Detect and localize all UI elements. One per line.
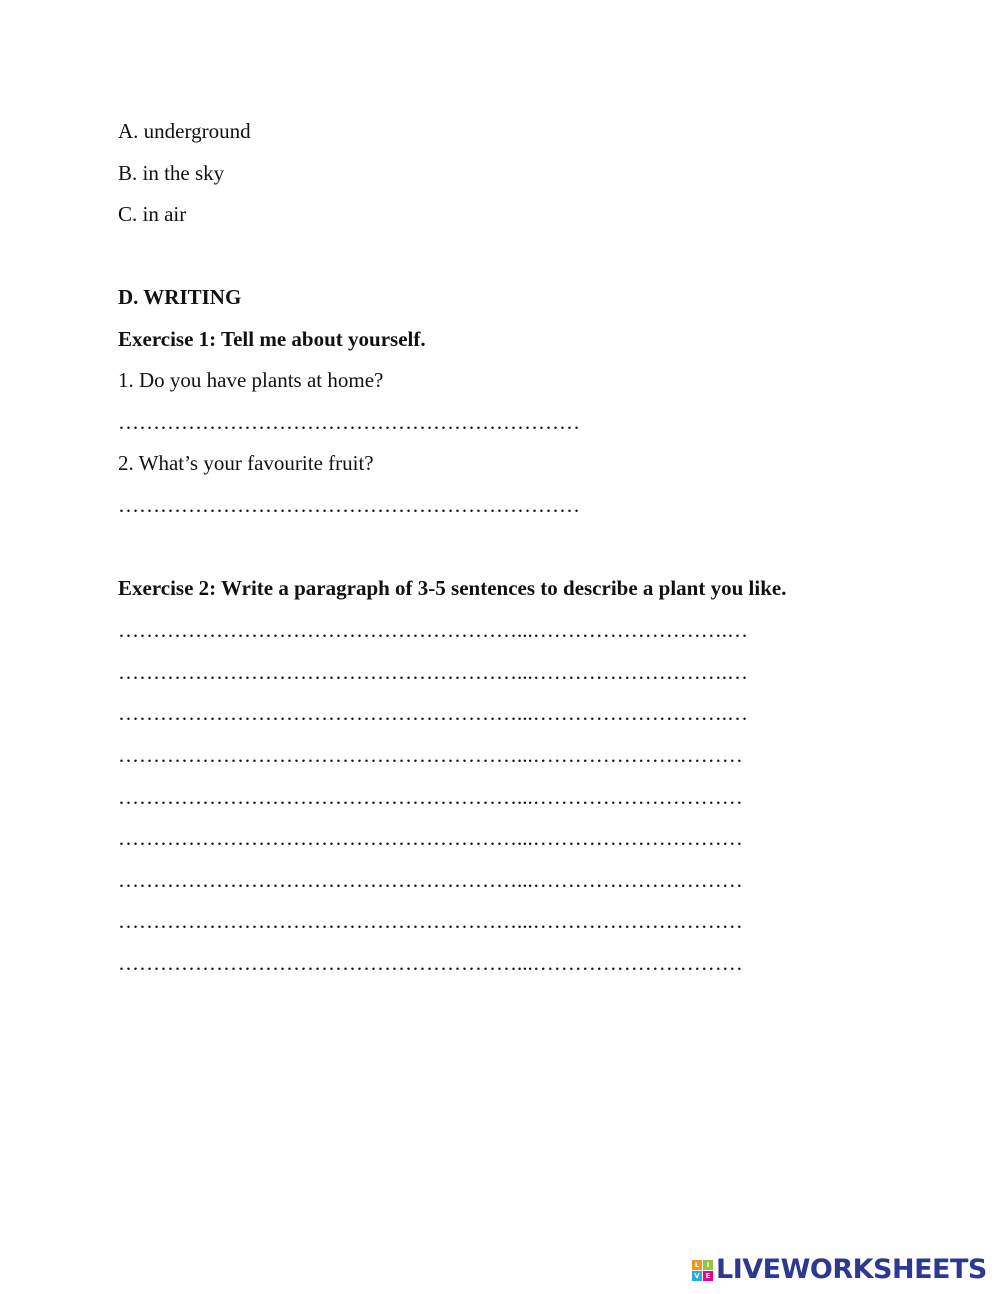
option-c: C. in air [118,202,187,226]
exercise1-title: Exercise 1: Tell me about yourself. [118,327,426,351]
section-title: D. WRITING [118,285,242,309]
exercise2-answer-line[interactable]: …………………………………………………...………………………… [118,826,743,850]
exercise2-answer-line[interactable]: …………………………………………………...……………………….… [118,701,748,725]
exercise2-answer-line[interactable]: …………………………………………………...……………………….… [118,618,748,642]
exercise2-answer-line[interactable]: …………………………………………………...………………………… [118,785,743,809]
option-a: A. underground [118,119,251,143]
logo-block-i: I [703,1260,713,1270]
exercise1-question-2: 2. What’s your favourite fruit? [118,451,374,475]
logo-block-e: E [703,1271,713,1281]
exercise2-answer-line[interactable]: …………………………………………………...……………………….… [118,660,748,684]
exercise2-answer-line[interactable]: …………………………………………………...………………………… [118,951,743,975]
logo-block-v: V [692,1271,702,1281]
exercise1-answer-1-dots[interactable]: ………………………………………………………… [118,410,580,434]
logo-text: LIVEWORKSHEETS [716,1254,987,1285]
exercise1-answer-2-dots[interactable]: ………………………………………………………… [118,493,580,517]
logo-blocks-icon [692,1260,713,1281]
exercise2-answer-line[interactable]: …………………………………………………...………………………… [118,743,743,767]
liveworksheets-logo [692,1255,987,1285]
exercise2-title: Exercise 2: Write a paragraph of 3-5 sentences to describe a plant you like. [118,576,787,600]
exercise1-question-1: 1. Do you have plants at home? [118,368,384,392]
exercise2-answer-line[interactable]: …………………………………………………...………………………… [118,868,743,892]
exercise2-answer-line[interactable]: …………………………………………………...………………………… [118,909,743,933]
logo-block-l: L [692,1260,702,1270]
option-b: B. in the sky [118,161,225,185]
